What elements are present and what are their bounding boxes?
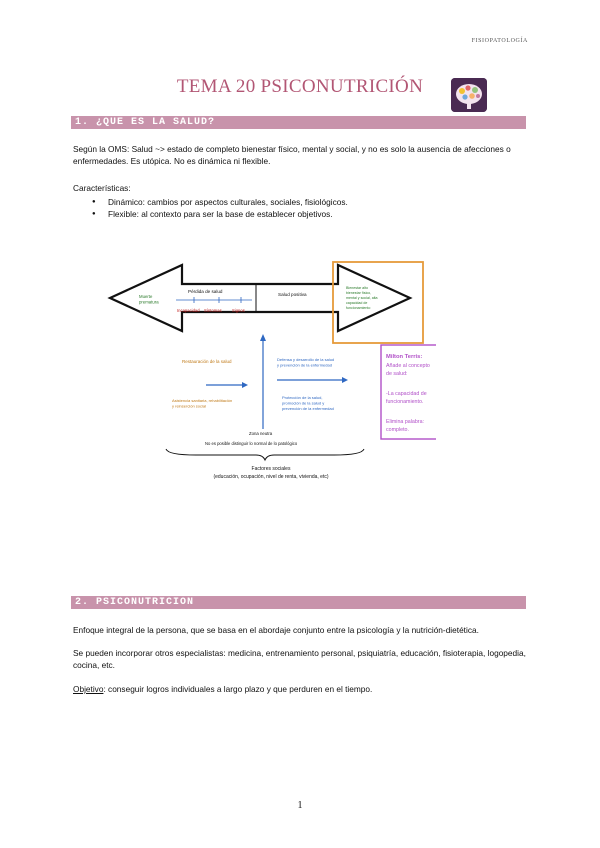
positive-label: Salud positiva — [278, 292, 307, 297]
loss-label: Pérdida de salud — [188, 289, 223, 294]
loss-item: Incapacidad — [177, 308, 200, 313]
characteristics-label: Características: — [73, 183, 131, 193]
neutral-zone-brace — [166, 449, 364, 460]
characteristics-list — [92, 196, 348, 221]
section-heading: 2. PSICONUTRICION — [75, 597, 195, 608]
loss-item: Signos — [232, 308, 245, 313]
note-line: de salud: — [386, 371, 408, 377]
note-line: funcionamiento. — [386, 399, 424, 405]
page-title: TEMA 20 PSICONUTRICIÓN — [176, 76, 424, 97]
list-item: ● Dinámico: cambios por aspectos culturales, sociales, fisiológicos. — [92, 196, 348, 208]
center-bottom-note: Protección de la salud, promoción de la salud y prevención de la enfermedad — [282, 395, 334, 411]
social-factors-sub: (educación, ocupación, nivel de renta, vivienda, etc) — [213, 474, 329, 480]
page-number: 1 — [297, 800, 303, 811]
social-factors-label: Factores sociales — [251, 466, 291, 472]
section-heading-bar — [71, 596, 526, 609]
center-top-note: Defensa y desarrollo de la salud y prevención de la enfermedad — [277, 357, 335, 368]
note-line: completo. — [386, 427, 409, 433]
left-arrow-caption: Restauración de la salud — [182, 359, 232, 364]
note-line: Añade al concepto — [386, 363, 430, 369]
neutral-zone-label: Zona neutra — [249, 431, 273, 436]
note-line: -La capacidad de — [386, 391, 427, 397]
neutral-zone-sub: No es posible distinguir lo normal de lo patológico — [205, 441, 298, 446]
health-definition: Según la OMS: Salud ~> estado de completo bienestar físico, mental y social, y no es solo la ausencia de afecciones o enfermedades. Es utópica. No es dinámica ni flexible. — [73, 144, 511, 167]
section-heading: 1. ¿QUE ES LA SALUD? — [75, 117, 216, 128]
objective-paragraph — [73, 683, 528, 695]
brain-illustration-icon — [451, 78, 487, 112]
objective-label: Objetivo — [73, 684, 104, 694]
left-tip-label: Muerte prematura — [139, 294, 159, 305]
psychonutrition-definition: Enfoque integral de la persona, que se basa en el abordaje conjunto entre la psicología y la nutrición-dietética. — [73, 625, 479, 635]
note-title: Milton Terris: — [386, 354, 423, 360]
left-arrow-note: Asistencia sanitaria, rehabilitación y reinserción social — [172, 398, 233, 409]
objective-text: : conseguir logros individuales a largo plazo y que perduren en el tiempo. — [103, 684, 373, 694]
note-line: Elimina palabra: — [386, 419, 424, 425]
right-tip-label: Bienestar alto bienestar físico, mental y social, alta capacidad de funcionamiento — [346, 286, 378, 310]
section-heading-bar — [71, 116, 526, 129]
list-item: ● Flexible: al contexto para ser la base de establecer objetivos. — [92, 208, 348, 220]
social-factors — [106, 465, 436, 481]
specialists-paragraph: Se pueden incorporar otros especialistas: medicina, entrenamiento personal, psiquiatría, educación, fisioterapia, logopedia, cocina, etc. — [73, 648, 526, 671]
loss-item: Síntomas — [204, 308, 222, 313]
health-continuum-diagram — [106, 259, 436, 469]
running-head: FISIOPATOLOGÍA — [471, 38, 528, 44]
